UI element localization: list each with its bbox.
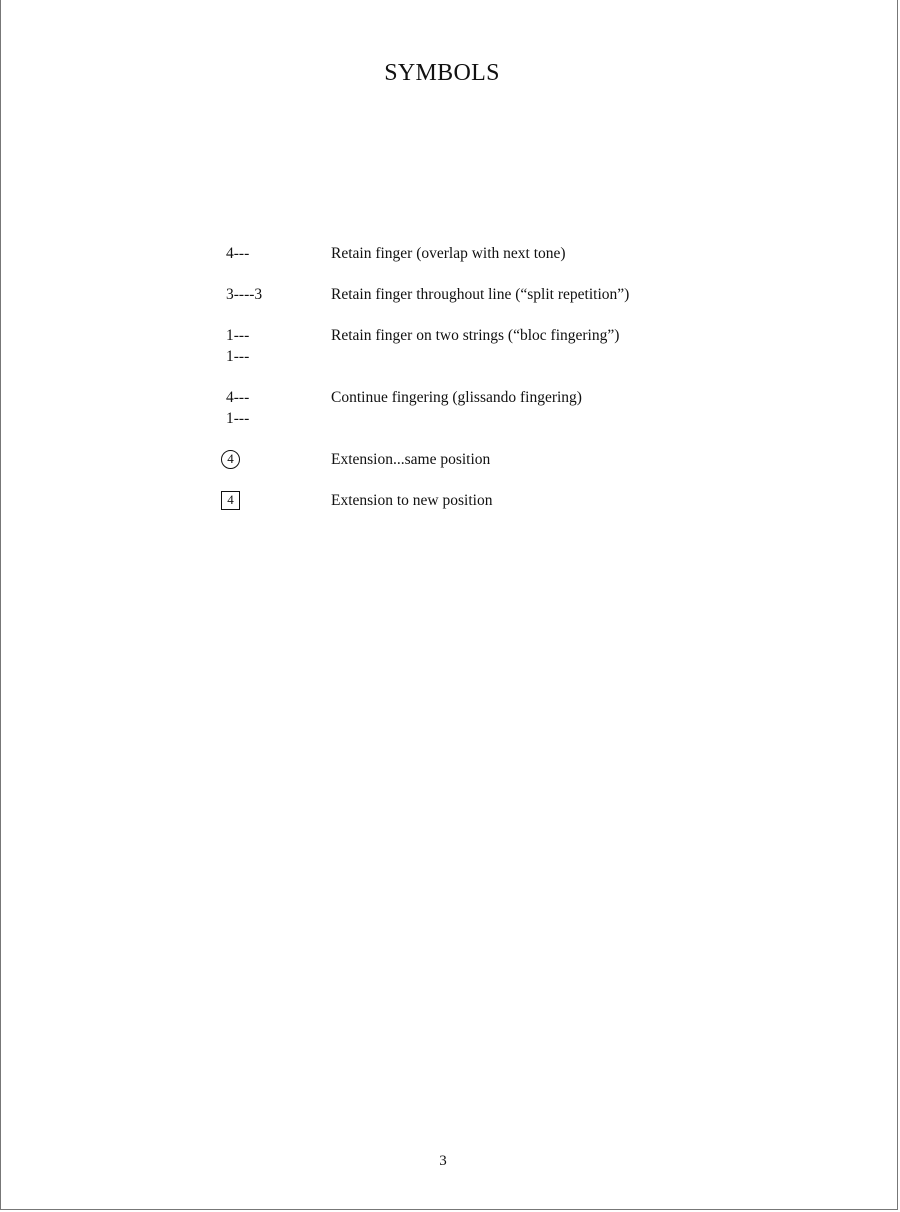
- symbol-line: 1---: [226, 327, 250, 344]
- symbol-notation: [226, 325, 249, 367]
- symbol-line: 4---: [226, 389, 250, 406]
- symbol-notation: [226, 243, 249, 264]
- symbol-line: 4---: [226, 245, 250, 262]
- symbol-line: 1---: [226, 348, 250, 365]
- symbol-notation: [226, 284, 262, 305]
- symbol-description: Extension...same position: [331, 451, 491, 468]
- symbol-description: Retain finger throughout line (“split repetition”): [331, 286, 630, 303]
- symbol-line: 1---: [226, 410, 250, 427]
- page-title: SYMBOLS: [384, 60, 500, 86]
- symbol-description: Retain finger (overlap with next tone): [331, 245, 566, 262]
- circled-number-symbol: 4: [221, 450, 240, 469]
- symbol-description: Extension to new position: [331, 492, 493, 509]
- symbol-description: Retain finger on two strings (“bloc fingering”): [331, 327, 620, 344]
- boxed-number-symbol: 4: [221, 491, 240, 510]
- symbol-description: Continue fingering (glissando fingering): [331, 389, 582, 406]
- symbol-notation: [226, 387, 249, 429]
- page-number: 3: [439, 1153, 447, 1169]
- symbol-line: 3----3: [226, 286, 263, 303]
